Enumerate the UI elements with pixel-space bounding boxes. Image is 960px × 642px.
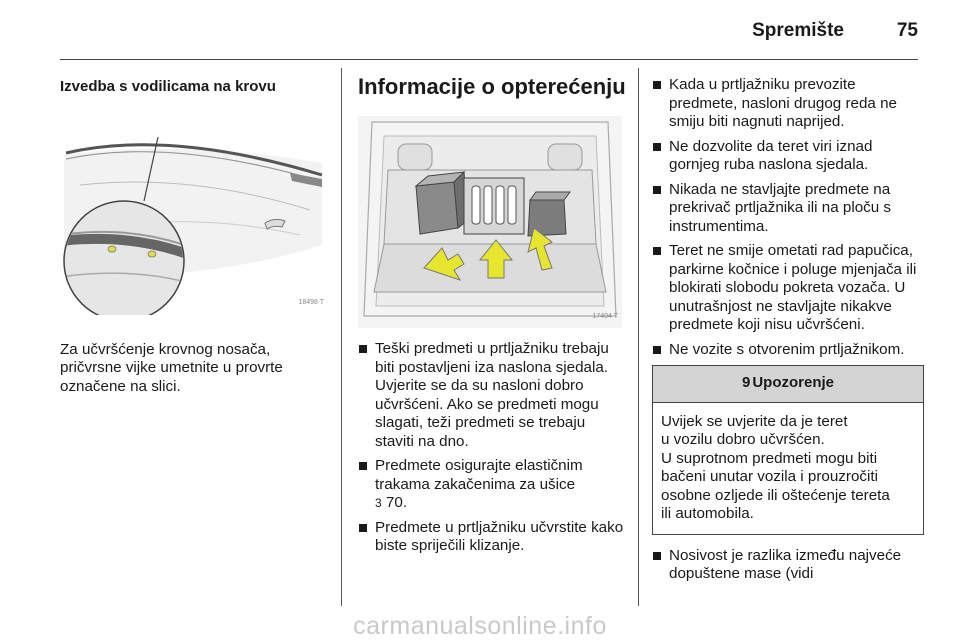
- bullet-marker: [653, 247, 661, 255]
- warning-title: Upozorenje: [752, 374, 835, 391]
- column-loading-continued: [652, 72, 924, 590]
- bullet-marker: [359, 345, 367, 353]
- list-item: Nikada ne stavljajte predmete na prekrivač prtljažnika ili na ploču s instrumentima.: [652, 181, 924, 237]
- figure-code: 17404 T: [592, 312, 618, 320]
- roof-rails-body: Za učvršćenje krovnog nosača, pričvrsne vijke umetnite u provrte označene na slici.: [60, 340, 283, 395]
- list-item: Kada u prtljažniku prevozite predmete, nasloni drugog reda ne smiju biti nagnuti naprijed.: [652, 76, 924, 132]
- figure-code: 18498 T: [298, 299, 324, 306]
- list-item: Predmete osigurajte elastičnim trakama zakačenima za ušice 3 70.: [358, 457, 626, 513]
- column-loading-info: [358, 72, 626, 562]
- column-divider-right: [638, 68, 639, 606]
- page-ref-link[interactable]: 70.: [385, 494, 408, 511]
- capacity-bullet: [652, 547, 924, 584]
- loading-info-heading: Informacije o opterećenju: [358, 74, 626, 99]
- list-item: Ne dozvolite da teret viri iznad gornjeg ruba naslona sjedala.: [652, 138, 924, 175]
- warning-icon: 9: [741, 374, 751, 391]
- loading-bullets-continued: [652, 76, 924, 359]
- page-number: 75: [896, 20, 918, 41]
- bullet-marker: [359, 524, 367, 532]
- list-item: Teški predmeti u prtljažniku trebaju biti postavljeni iza naslona sjedala. Uvjerite se da su nasloni dobro učvršćeni. Ako se predmeti mogu slagati, teži predmeti se trebaju staviti na dno.: [358, 340, 626, 451]
- column-divider-left: [341, 68, 342, 606]
- bullet-marker: [653, 346, 661, 354]
- bullet-marker: [653, 552, 661, 560]
- page-header: [60, 18, 918, 60]
- warning-header: [653, 366, 923, 403]
- list-item: Nosivost je razlika između najveće dopuštene mase (vidi: [652, 547, 924, 584]
- warning-body: Uvijek se uvjerite da je teret u vozilu dobro učvršćen. U suprotnom predmeti mogu biti bačeni unutar vozila i prouzročiti osobne ozljede ili oštećenje tereta ili automobila.: [661, 412, 890, 522]
- cargo-figure: [358, 116, 622, 328]
- cargo-illustration: [358, 116, 622, 328]
- bullet-marker: [653, 186, 661, 194]
- bullet-marker: [653, 143, 661, 151]
- roof-rails-illustration: [60, 115, 328, 315]
- bullet-marker: [359, 462, 367, 470]
- list-item: Teret ne smije ometati rad papučica, parkirne kočnice i poluge mjenjača ili blokirati slobodu pokreta vozača. U unutrašnjost ne stavljajte nikakve predmete koji nisu učvršćeni.: [652, 242, 924, 335]
- roof-rails-heading: Izvedba s vodilicama na krovu: [60, 78, 276, 95]
- loading-bullets: [358, 340, 626, 556]
- page-ref-icon: 3: [375, 496, 382, 510]
- section-title: Spremište: [752, 20, 844, 41]
- bullet-marker: [653, 81, 661, 89]
- column-roof-rails: [60, 72, 328, 396]
- list-item: Predmete u prtljažniku učvrstite kako biste spriječili klizanje.: [358, 519, 626, 556]
- watermark: carmanualsonline.info: [353, 612, 607, 640]
- warning-box: [652, 365, 924, 535]
- list-item: Ne vozite s otvorenim prtljažnikom.: [652, 341, 924, 360]
- roof-rails-figure: [60, 115, 328, 315]
